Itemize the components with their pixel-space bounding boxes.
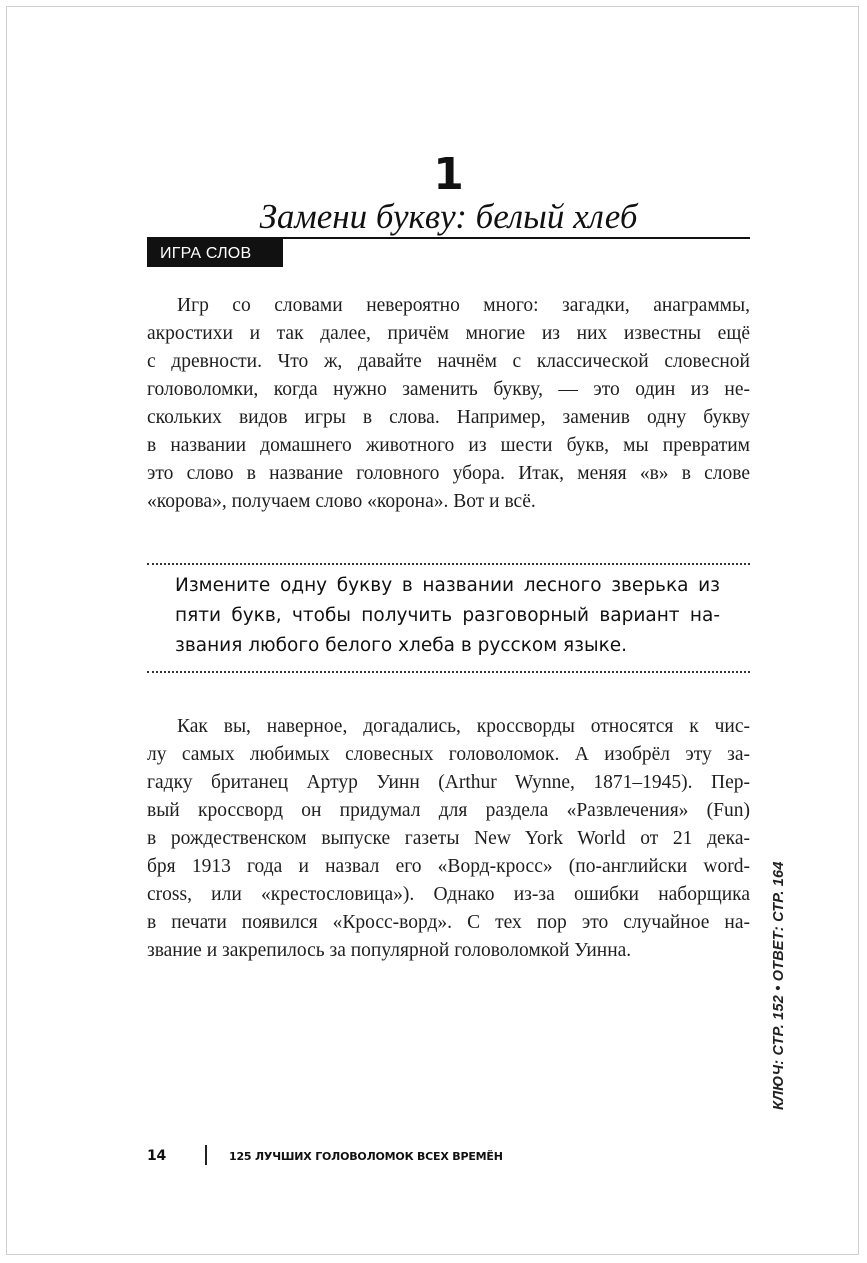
task-box — [175, 571, 720, 661]
task-divider-bottom — [147, 671, 750, 673]
answer-reference-note: КЛЮЧ: СТР. 152 • ОТВЕТ: СТР. 164 — [771, 861, 787, 1110]
intro-line: акростихи и так далее, причём многие из них известны ещё — [147, 323, 750, 344]
intro-line: скольких видов игры в слова. Например, заменив одну букву — [147, 407, 750, 428]
task-line: пяти букв, чтобы получить разговорный вариант на- — [175, 605, 720, 626]
task-line: Измените одну букву в названии лесного зверька из — [175, 575, 720, 596]
footer-separator — [205, 1145, 207, 1165]
history-line: бря 1913 года и назвал его «Ворд-кросс» (по-английски word- — [147, 856, 750, 877]
puzzle-title: Замени букву: белый хлеб — [259, 197, 638, 236]
history-line: cross, или «крестословица»). Однако из-за ошибки наборщика — [147, 884, 750, 905]
category-tag: ИГРА СЛОВ — [147, 239, 283, 267]
history-line: лу самых любимых словесных головоломок. А изобрёл эту за- — [147, 744, 750, 765]
history-paragraph — [147, 713, 750, 965]
intro-line: в названии домашнего животного из шести букв, мы превратим — [147, 435, 750, 456]
history-line: гадку британец Артур Уинн (Arthur Wynne, 1871–1945). Пер- — [147, 772, 750, 793]
task-line: звания любого белого хлеба в русском языке. — [175, 635, 628, 656]
history-line: Как вы, наверное, догадались, кроссворды относятся к чис- — [177, 716, 750, 737]
intro-line: головоломки, когда нужно заменить букву, — это один из не- — [147, 379, 750, 400]
history-line: в печати появился «Кросс-ворд». С тех пор это случайное на- — [147, 912, 750, 933]
history-line: в рождественском выпуске газеты New York World от 21 дека- — [147, 828, 750, 849]
puzzle-number: 1 — [433, 149, 464, 200]
history-line: звание и закрепилось за популярной головоломкой Уинна. — [147, 940, 632, 961]
history-line: вый кроссворд он придумал для раздела «Развлечения» (Fun) — [147, 800, 750, 821]
intro-line: Игр со словами невероятно много: загадки, анаграммы, — [177, 295, 750, 316]
footer-page-number: 14 — [147, 1148, 166, 1164]
intro-line: «корова», получаем слово «корона». Вот и всё. — [147, 491, 536, 512]
intro-line: с древности. Что ж, давайте начнём с классической словесной — [147, 351, 750, 372]
intro-paragraph — [147, 292, 750, 516]
intro-line: это слово в название головного убора. Итак, меняя «в» в слове — [147, 463, 750, 484]
footer-book-title: 125 ЛУЧШИХ ГОЛОВОЛОМОК ВСЕХ ВРЕМЁН — [229, 1150, 503, 1163]
task-divider-top — [147, 563, 750, 565]
